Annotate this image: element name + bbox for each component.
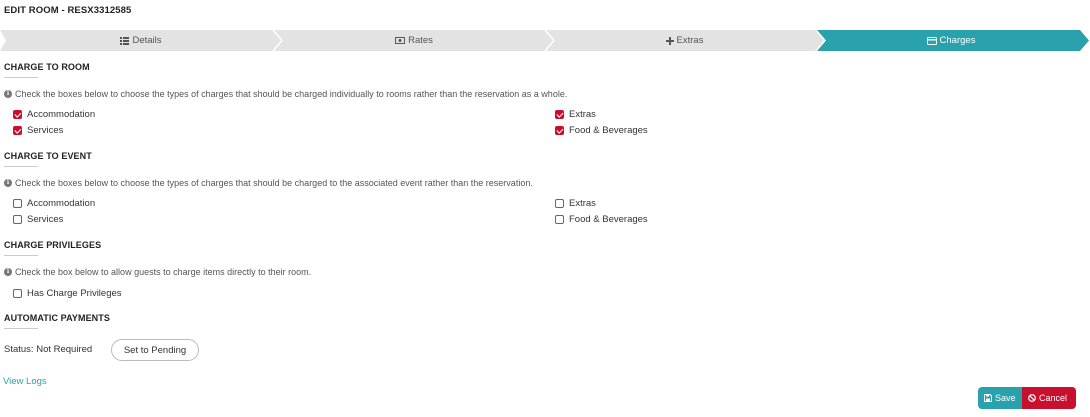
- room-accommodation-label: Accommodation: [27, 109, 96, 120]
- charge-to-room-help-text: Check the boxes below to choose the types of charges that should be charged individually to rooms rather than the reservation as a whole.: [15, 89, 568, 99]
- event-services-label: Services: [27, 214, 64, 225]
- info-icon: i: [4, 90, 12, 98]
- payment-status: Status: Not Required: [4, 344, 93, 355]
- room-food-beverages-checkbox[interactable]: [555, 125, 648, 136]
- event-extras-label: Extras: [569, 198, 596, 209]
- automatic-payments-title: AUTOMATIC PAYMENTS: [4, 313, 110, 323]
- list-icon: [120, 37, 129, 45]
- checkbox-unchecked[interactable]: [555, 215, 564, 224]
- section-divider: [4, 328, 38, 329]
- tab-extras[interactable]: [552, 30, 817, 51]
- ban-icon: [1028, 394, 1036, 402]
- charge-privileges-help: [4, 267, 311, 277]
- tab-extras-label: Extras: [676, 35, 704, 46]
- tab-rates[interactable]: [280, 30, 548, 51]
- section-divider: [4, 255, 38, 256]
- room-extras-checkbox[interactable]: [555, 109, 596, 120]
- event-accommodation-checkbox[interactable]: [13, 198, 95, 209]
- charge-to-event-help: [4, 178, 533, 188]
- checkbox-checked[interactable]: [555, 126, 564, 135]
- info-icon: i: [4, 179, 12, 187]
- cancel-button-label: Cancel: [1039, 393, 1068, 403]
- room-services-label: Services: [27, 125, 64, 136]
- tab-rates-label: Rates: [408, 35, 433, 46]
- event-extras-checkbox[interactable]: [555, 198, 596, 209]
- checkbox-checked[interactable]: [555, 110, 564, 119]
- credit-card-icon: [927, 37, 937, 45]
- info-icon: i: [4, 268, 12, 276]
- tab-details[interactable]: [6, 30, 276, 51]
- checkbox-unchecked[interactable]: [13, 289, 22, 298]
- room-extras-label: Extras: [569, 109, 596, 120]
- room-services-checkbox[interactable]: [13, 125, 63, 136]
- charge-to-room-title: CHARGE TO ROOM: [4, 62, 90, 72]
- charge-to-room-help: [4, 89, 567, 99]
- room-food-beverages-label: Food & Beverages: [569, 125, 648, 136]
- has-charge-privileges-label: Has Charge Privileges: [27, 288, 122, 299]
- checkbox-checked[interactable]: [13, 110, 22, 119]
- plus-icon: [666, 37, 674, 45]
- checkbox-unchecked[interactable]: [13, 215, 22, 224]
- event-food-beverages-label: Food & Beverages: [569, 214, 648, 225]
- tab-charges-label: Charges: [939, 35, 976, 46]
- charge-to-event-title: CHARGE TO EVENT: [4, 151, 92, 161]
- page-title: EDIT ROOM - RESX3312585: [4, 5, 132, 16]
- section-divider: [4, 77, 38, 78]
- checkbox-checked[interactable]: [13, 126, 22, 135]
- money-icon: [395, 37, 405, 44]
- charge-privileges-help-text: Check the box below to allow guests to charge items directly to their room.: [15, 267, 312, 277]
- event-food-beverages-checkbox[interactable]: [555, 214, 648, 225]
- charge-to-event-help-text: Check the boxes below to choose the types of charges that should be charged to the associated event rather than the reservation.: [15, 178, 533, 188]
- event-services-checkbox[interactable]: [13, 214, 63, 225]
- set-to-pending-button[interactable]: Set to Pending: [111, 339, 199, 361]
- room-accommodation-checkbox[interactable]: [13, 109, 95, 120]
- has-charge-privileges-checkbox[interactable]: [13, 288, 122, 299]
- checkbox-unchecked[interactable]: [555, 199, 564, 208]
- tab-charges[interactable]: [823, 30, 1079, 51]
- section-divider: [4, 166, 38, 167]
- save-button-label: Save: [995, 393, 1016, 403]
- tab-details-label: Details: [132, 35, 162, 46]
- save-button[interactable]: [978, 387, 1022, 409]
- floppy-disk-icon: [984, 394, 992, 402]
- checkbox-unchecked[interactable]: [13, 199, 22, 208]
- event-accommodation-label: Accommodation: [27, 198, 96, 209]
- view-logs-link[interactable]: View Logs: [3, 376, 47, 387]
- cancel-button[interactable]: [1022, 387, 1076, 409]
- wizard-steps: [0, 30, 1090, 51]
- charge-privileges-title: CHARGE PRIVILEGES: [4, 240, 102, 250]
- footer-actions: [978, 387, 1076, 409]
